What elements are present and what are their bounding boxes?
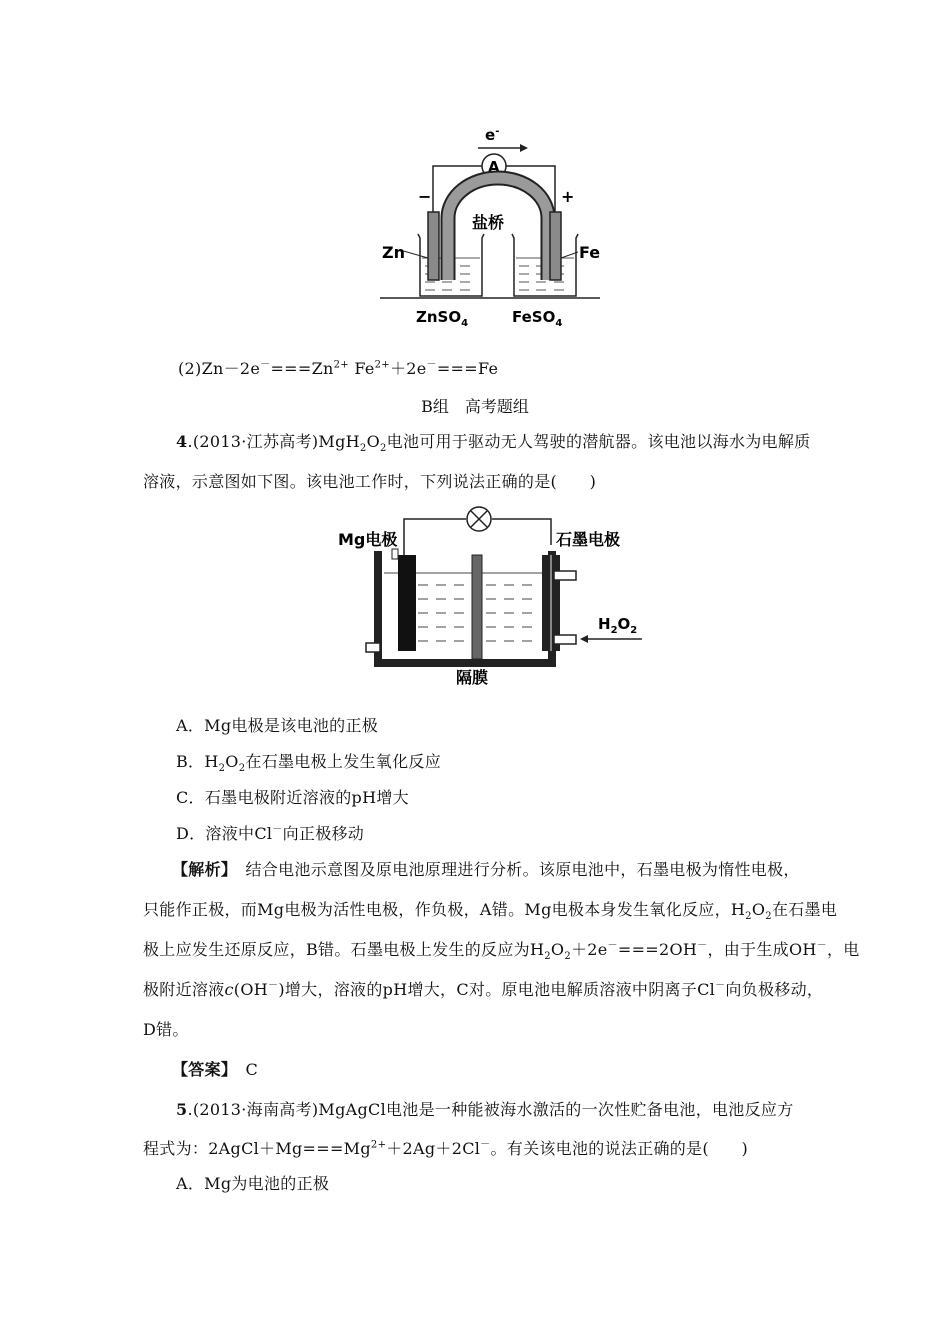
section-title: B组 高考题组 xyxy=(421,397,529,416)
analysis-line2: 只能作正极，而Mg电极为活性电极，作负极，A错。Mg电极本身发生氧化反应，$H_2O_2$在石墨电 xyxy=(143,900,838,923)
mg-h2o2-battery-figure xyxy=(336,505,646,690)
salt-bridge-label: 盐桥 xyxy=(472,213,505,232)
galvanic-cell-figure xyxy=(380,118,600,333)
analysis-line1: 【解析】 结合电池示意图及原电池原理进行分析。该原电池中，石墨电极为惰性电极， xyxy=(172,860,800,879)
question-4-line1: 4.(2013·江苏高考)$MgH_2O_2$电池可用于驱动无人驾驶的潜航器。该电池以海水为电解质 xyxy=(176,432,811,455)
option-4d: D．溶液中Cl－向正极移动 xyxy=(176,824,365,843)
iron-electrode xyxy=(550,212,561,280)
analysis-line4: 极附近溶液c(OH－)增大，溶液的pH增大，C对。原电池电解质溶液中阴离子Cl－向负极移动， xyxy=(143,980,824,999)
mg-electrode-label: Mg电极 xyxy=(338,530,398,549)
graphite-electrode-label: 石墨电极 xyxy=(556,530,621,549)
option-4b: B．$H_2O_2$在石墨电极上发生氧化反应 xyxy=(176,752,441,775)
membrane-label: 隔膜 xyxy=(456,668,489,687)
zinc-electrode xyxy=(428,212,439,280)
zinc-label: Zn xyxy=(382,243,405,262)
electron-label: e- xyxy=(485,126,500,144)
analysis-line3: 极上应发生还原反应，B错。石墨电极上发生的反应为$H_2O_2+2e^-===2OH^-$，由于生成OH－，电 xyxy=(143,940,860,963)
feso4-label: FeSO$_4$ xyxy=(512,308,563,329)
option-5a: A．Mg为电池的正极 xyxy=(176,1174,330,1193)
negative-sign: − xyxy=(418,187,432,206)
option-4c: C．石墨电极附近溶液的pH增大 xyxy=(176,788,409,807)
svg-text:A: A xyxy=(488,158,500,176)
h2o2-label: $H_2O_2$ xyxy=(598,615,638,636)
question-5-line2: 程式为：$2AgCl+Mg===Mg^{2+}+2Ag+2Cl^-$。有关该电池的说法正确的是( ) xyxy=(143,1139,749,1158)
question-5-line1: 5.(2013·海南高考)MgAgCl电池是一种能被海水激活的一次性贮备电池，电池反应方 xyxy=(176,1100,794,1119)
answer-line: 【答案】 C xyxy=(172,1060,259,1079)
half-reactions: $(2)Zn-2e^-===Zn^{2+}$ $Fe^{2+}+2e^-===Fe$ xyxy=(178,359,499,378)
mg-electrode xyxy=(398,555,416,651)
positive-sign: + xyxy=(561,187,575,206)
option-4a: A．Mg电极是该电池的正极 xyxy=(176,716,379,735)
iron-label: Fe xyxy=(579,243,600,262)
analysis-line5: D错。 xyxy=(143,1020,189,1039)
znso4-label: ZnSO$_4$ xyxy=(416,308,469,329)
membrane xyxy=(472,555,482,659)
question-4-line2: 溶液，示意图如下图。该电池工作时，下列说法正确的是( ) xyxy=(143,472,597,491)
